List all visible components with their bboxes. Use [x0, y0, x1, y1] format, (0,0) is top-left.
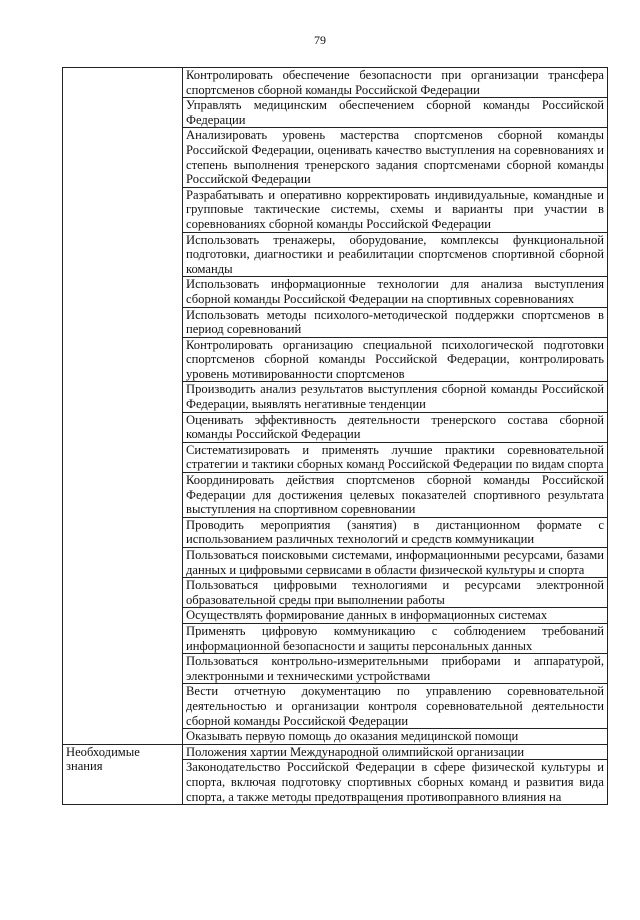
requirement-cell: Пользоваться поисковыми системами, информационными ресурсами, базами данных и цифровыми сервисами в области физической культуры и спорта — [183, 548, 608, 578]
requirement-cell: Координировать действия спортсменов сборной команды Российской Федерации для достижения целевых показателей спортивного результата выступления на спортивном соревновании — [183, 473, 608, 518]
requirement-cell: Анализировать уровень мастерства спортсменов сборной команды Российской Федерации, оценивать качество выступления на соревнованиях и степень выполнения тренерского задания спортсменами сборной команды Российской Федерации — [183, 128, 608, 187]
requirement-cell: Пользоваться цифровыми технологиями и ресурсами электронной образовательной среды при выполнении работы — [183, 578, 608, 608]
requirement-cell: Применять цифровую коммуникацию с соблюдением требований информационной безопасности и защиты персональных данных — [183, 623, 608, 653]
requirement-cell: Положения хартии Международной олимпийской организации — [183, 744, 608, 760]
table-row — [63, 744, 608, 760]
requirement-cell: Законодательство Российской Федерации в сфере физической культуры и спорта, включая подготовку спортивных сборных команд и развития вида спорта, а также методы предотвращения противоправного влияния на — [183, 760, 608, 805]
requirement-cell: Использовать методы психолого-методической поддержки спортсменов в период соревнований — [183, 307, 608, 337]
requirement-cell: Производить анализ результатов выступления сборной команды Российской Федерации, выявлять негативные тенденции — [183, 382, 608, 412]
requirement-cell: Оценивать эффективность деятельности тренерского состава сборной команды Российской Федерации — [183, 412, 608, 442]
requirement-cell: Разрабатывать и оперативно корректировать индивидуальные, командные и групповые тактические системы, схемы и варианты при участии в соревнованиях сборной команды Российской Федерации — [183, 187, 608, 232]
requirement-cell: Использовать тренажеры, оборудование, комплексы функциональной подготовки, диагностики и реабилитации спортсменов спортивной сборной команды — [183, 232, 608, 277]
section-label: Необходимые знания — [63, 744, 183, 804]
requirement-cell: Управлять медицинским обеспечением сборной команды Российской Федерации — [183, 98, 608, 128]
requirement-cell: Контролировать организацию специальной психологической подготовки спортсменов сборной команды Российской Федерации, контролировать уровень мотивированности спортсменов — [183, 337, 608, 382]
requirement-cell: Осуществлять формирование данных в информационных системах — [183, 608, 608, 624]
requirement-cell: Проводить мероприятия (занятия) в дистанционном формате с использованием различных технологий и средств коммуникации — [183, 517, 608, 547]
requirement-cell: Пользоваться контрольно-измерительными приборами и аппаратурой, электронными и техническими устройствами — [183, 654, 608, 684]
table-row — [63, 68, 608, 98]
requirement-cell: Вести отчетную документацию по управлению соревновательной деятельностью и организации контроля соревновательной деятельности сборной команды Российской Федерации — [183, 684, 608, 729]
requirement-cell: Оказывать первую помощь до оказания медицинской помощи — [183, 729, 608, 745]
requirements-table — [62, 67, 608, 805]
requirement-cell: Использовать информационные технологии для анализа выступления сборной команды Российской Федерации на спортивных соревнованиях — [183, 277, 608, 307]
page-number: 79 — [314, 33, 326, 47]
requirement-cell: Контролировать обеспечение безопасности при организации трансфера спортсменов сборной команды Российской Федерации — [183, 68, 608, 98]
requirement-cell: Систематизировать и применять лучшие практики соревновательной стратегии и тактики сборных команд Российской Федерации по видам спорта — [183, 442, 608, 472]
empty-label-cell — [63, 68, 183, 745]
